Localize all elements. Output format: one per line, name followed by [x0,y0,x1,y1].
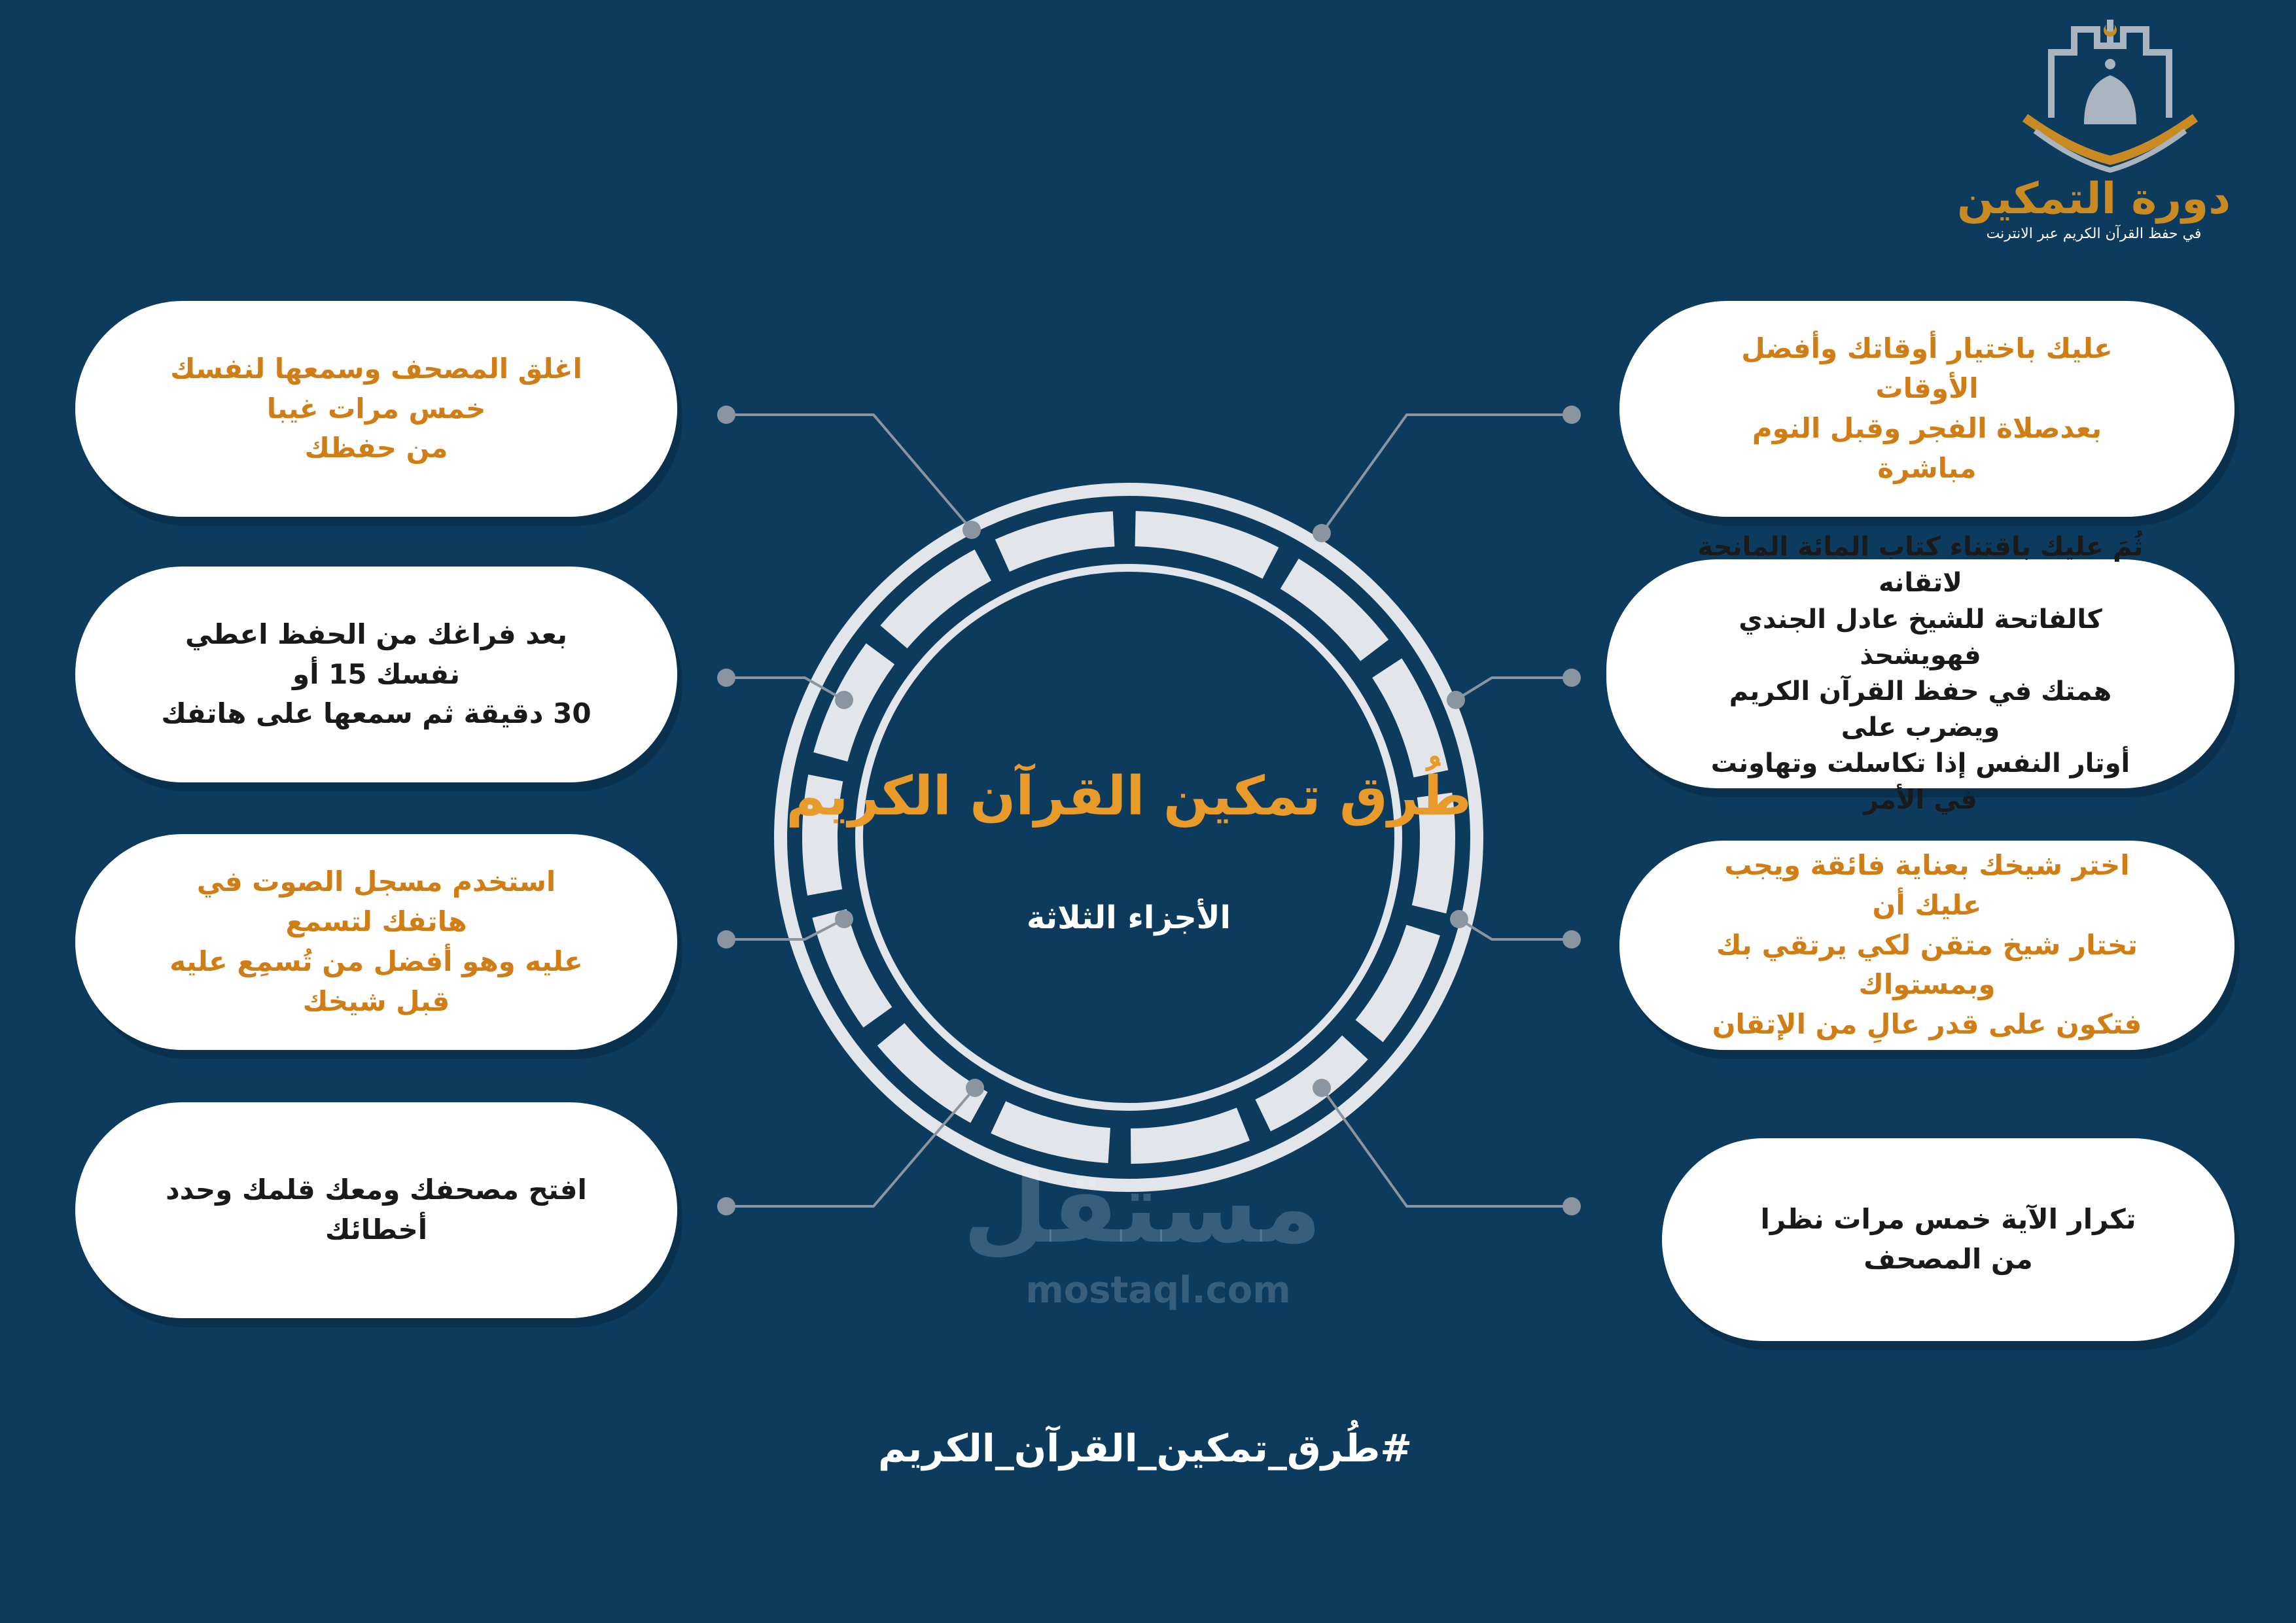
dot-left-2-inner [835,691,853,709]
tip-text-line: افتح مصحفك ومعك قلمك وحدد أخطائك [166,1174,587,1246]
connector-right-2 [1456,678,1572,700]
logo-mosque-icon [2025,20,2195,170]
tip-card-left-4 [75,1102,677,1318]
dot-right-4-inner [1313,1079,1331,1097]
tip-text-line: بعدصلاة الفجر وقبل النوم مباشرة [1752,412,2102,484]
tip-text-line: اختر شيخك بعناية فائقة ويجب عليك أن [1724,848,2130,921]
tip-text-line: فتكون على قدر عالِ من الإتقان [1712,1008,2142,1041]
tip-text-line: تكرار الآية خمس مرات نظرا من المصحف [1760,1203,2136,1275]
tip-card-right-4 [1662,1138,2234,1341]
dot-left-4-outer [717,1197,735,1215]
dot-left-1-inner [963,521,981,539]
tip-card-left-1 [75,301,677,517]
tip-card-right-3 [1619,841,2234,1050]
inner-ring [859,568,1398,1107]
tip-card-right-1 [1619,301,2234,517]
tip-text-line: ثُمَ عليك باقتناء كتاب المائة المانحة لاتقانه [1697,532,2144,599]
dot-right-1-outer [1563,406,1581,424]
tip-text-line: بعد فراغك من الحفظ اعطي نفسك 15 أو [185,618,567,690]
tip-text-line: اغلق المصحف وسمعها لنفسك خمس مرات غيبا [170,352,582,425]
watermark-arabic: مستقل [963,1151,1322,1265]
tip-text-line: 30 دقيقة ثم سمعها على هاتفك [161,697,592,730]
connector-left-4 [726,1088,975,1206]
tip-text-line: عليه وهو أفضل من تُسمِع عليه قبل شيخك [169,945,583,1017]
hashtag: #طُرق_تمكين_القرآن_الكريم [877,1426,1413,1471]
center-title: طُرق تمكين القرآن الكريم [786,765,1472,828]
tip-text-line: من حفظك [304,432,448,464]
tip-text-line: كالفاتحة للشيخ عادل الجندي فهويشحذ [1739,604,2102,671]
tip-text-line: همتك في حفظ القرآن الكريم ويضرب على [1729,676,2112,743]
connector-left-1 [726,415,972,530]
center-subtitle: الأجزاء الثلاثة [1027,899,1231,936]
dot-left-4-inner [966,1079,984,1097]
outer-ring [781,489,1477,1185]
tip-text-line: عليك باختيار أوقاتك وأفضل الأوقات [1741,332,2113,405]
dot-left-1-outer [717,406,735,424]
dot-right-3-outer [1563,930,1581,949]
watermark-latin: mostaql.com [1025,1269,1291,1312]
tip-text-line: أوتار النفس إذا تكاسلت وتهاونت في الأمر [1710,748,2130,815]
segmented-ring [789,498,1468,1177]
dot-right-1-inner [1313,524,1331,542]
tip-card-right-2 [1606,532,2234,815]
logo-title: دورة التمكين [1956,173,2231,224]
dot-right-2-inner [1447,691,1465,709]
tip-text-line: استخدم مسجل الصوت في هاتفك لتسمع [196,865,556,938]
connector-left-2 [726,678,844,700]
tip-card-left-3 [75,834,677,1050]
dot-right-2-outer [1563,669,1581,687]
dot-left-3-outer [717,930,735,949]
tip-card-left-2 [75,567,677,782]
connector-right-1 [1322,415,1572,533]
tip-text-line: تختار شيخ متقن لكي يرتقي بك وبمستواك [1716,928,2138,1001]
dot-left-2-outer [717,669,735,687]
logo-subtitle: في حفظ القرآن الكريم عبر الانترنت [1986,226,2202,242]
dot-right-4-outer [1563,1197,1581,1215]
